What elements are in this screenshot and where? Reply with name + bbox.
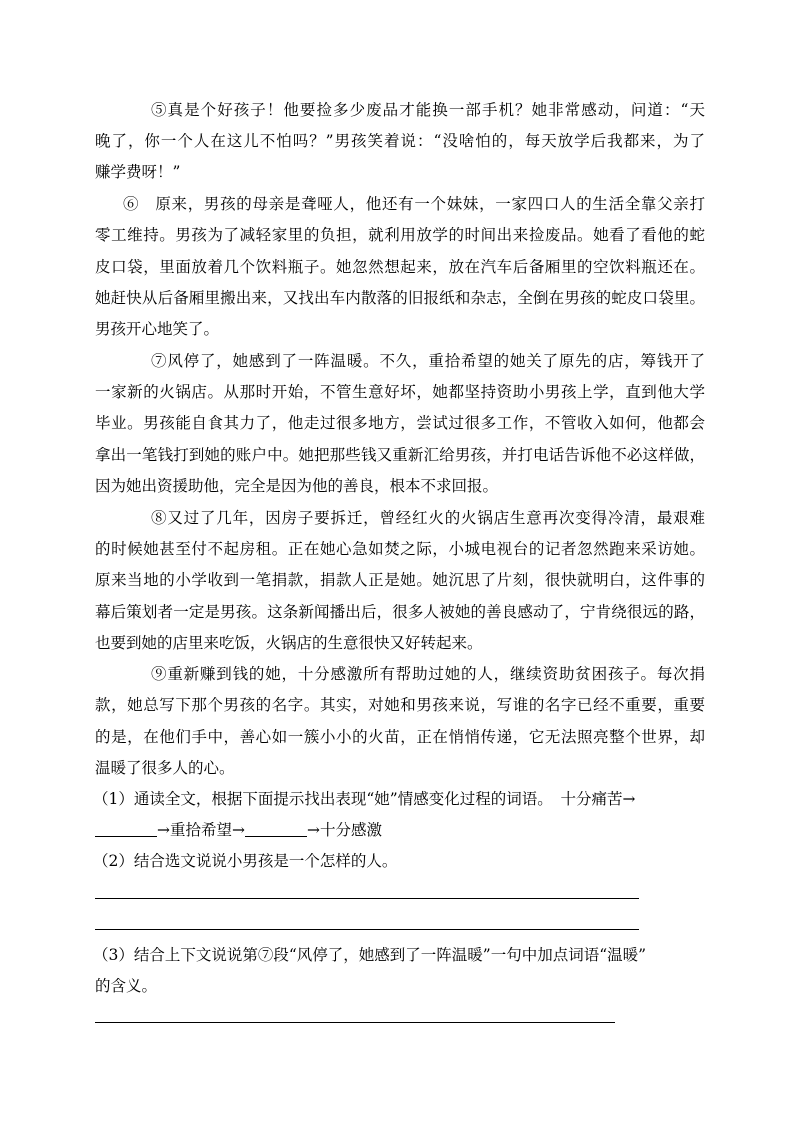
- answer-blank-2[interactable]: [245, 818, 307, 837]
- paragraph-8-line-1: ⑧又过了几年，因房子要拆迁，曾经红火的火锅店生意再次变得冷清，最艰难: [151, 509, 705, 527]
- paragraph-6-line-4: 她赶快从后备厢里搬出来，又找出车内散落的旧报纸和杂志，全倒在男孩的蛇皮口袋里。: [95, 289, 705, 307]
- paragraph-8-line-4: 幕后策划者一定是男孩。这条新闻播出后，很多人被她的善良感动了，宁肯绕很远的路，: [95, 603, 705, 621]
- paragraph-6-line-2: 零工维持。男孩为了减轻家里的负担，就利用放学的时间出来捡废品。她看了看他的蛇: [95, 226, 705, 244]
- paragraph-7-line-3: 毕业。男孩能自食其力了，他走过很多地方，尝试过很多工作，不管收入如何，他都会: [95, 414, 705, 432]
- paragraph-7-line-2: 一家新的火锅店。从那时开始，不管生意好坏，她都坚持资助小男孩上学，直到他大学: [95, 383, 705, 401]
- question-1-prompt: （1）通读全文，根据下面提示找出表现“她”情感变化过程的词语。 十分痛苦→: [93, 790, 636, 808]
- paragraph-9-line-4: 温暖了很多人的心。: [95, 759, 235, 777]
- question-3-prompt-cont: 的含义。: [95, 977, 158, 995]
- paragraph-8-line-3: 原来当地的小学收到一笔捐款，捐款人正是她。她沉思了片刻，很快就明白，这件事的: [95, 571, 705, 589]
- paragraph-7-line-1: ⑦风停了，她感到了一阵温暖。不久，重拾希望的她关了原先的店，筹钱开了: [151, 352, 705, 370]
- question-2-prompt: （2）结合选文说说小男孩是一个怎样的人。: [93, 852, 398, 870]
- question-3-answer-line[interactable]: [95, 1022, 615, 1023]
- paragraph-6-line-5: 男孩开心地笑了。: [95, 320, 220, 338]
- paragraph-5-line-3: 赚学费呀！”: [95, 163, 181, 181]
- paragraph-9-line-2: 款，她总写下那个男孩的名字。其实，对她和男孩来说，写谁的名字已经不重要，重要: [95, 696, 705, 714]
- paragraph-9-line-1: ⑨重新赚到钱的她，十分感激所有帮助过她的人，继续资助贫困孩子。每次捐: [151, 665, 705, 683]
- paragraph-6-line-1: ⑥ 原来，男孩的母亲是聋哑人，他还有一个妹妹，一家四口人的生活全靠父亲打: [123, 195, 705, 213]
- paragraph-6-line-3: 皮口袋，里面放着几个饮料瓶子。她忽然想起来，放在汽车后备厢里的空饮料瓶还在。: [95, 258, 705, 276]
- paragraph-7-line-5: 因为她出资援助他，完全是因为他的善良，根本不求回报。: [95, 477, 499, 495]
- paragraph-8-line-5: 也要到她的店里来吃饭，火锅店的生意很快又好转起来。: [95, 634, 483, 652]
- question-3-prompt: （3）结合上下文说说第⑦段“风停了，她感到了一阵温暖”一句中加点词语“温暖”: [93, 946, 647, 964]
- paragraph-9-line-3: 的是，在他们手中，善心如一簇小小的火苗，正在悄悄传递，它无法照亮整个世界，却: [95, 728, 705, 746]
- question-2-answer-line-1[interactable]: [95, 898, 639, 899]
- answer-blank-1[interactable]: [95, 818, 157, 837]
- question-1-arrow-end: →十分感激: [306, 821, 382, 839]
- question-1-chain: [95, 815, 705, 845]
- question-2-answer-line-2[interactable]: [95, 929, 639, 930]
- question-1-arrow-middle: →重拾希望→: [157, 821, 245, 839]
- paragraph-5-line-2: 晚了，你一个人在这儿不怕吗？”男孩笑着说：“没啥怕的，每天放学后我都来，为了: [95, 132, 705, 150]
- paragraph-7-line-4: 拿出一笔钱打到她的账户中。她把那些钱又重新汇给男孩，并打电话告诉他不必这样做，: [95, 446, 705, 464]
- paragraph-8-line-2: 的时候她甚至付不起房租。正在她心急如焚之际，小城电视台的记者忽然跑来采访她。: [95, 540, 705, 558]
- paragraph-5-line-1: ⑤真是个好孩子！他要捡多少废品才能换一部手机？她非常感动，问道：“天: [151, 101, 705, 119]
